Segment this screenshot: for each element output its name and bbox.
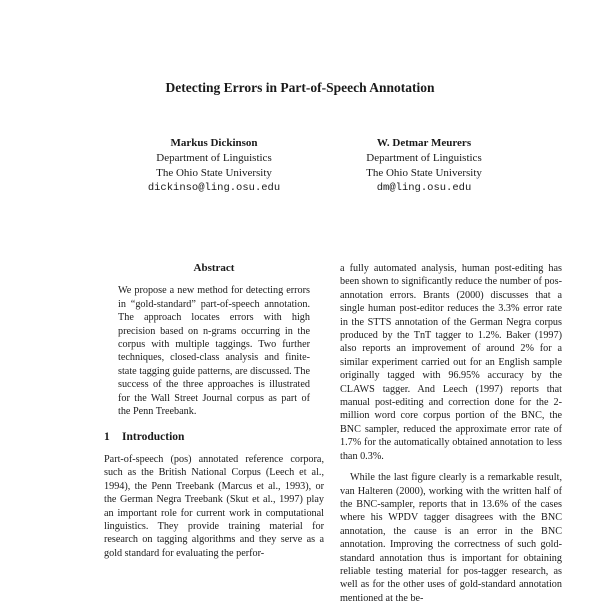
author-block-2 [314, 136, 534, 196]
body-paragraph: a fully automated analysis, human post-editing has been shown to significantly reduce the number of pos-annotation errors. Brants (2000) discusses that a single human post-editor reduces the 3.3% error rate in the STTS annotation of the German Negra corpus produced by the TnT tagger to 1.2%. Baker (1997) also reports an improvement of around 2% for a similar experiment carried out for an English sample originally tagged with 96.95% accuracy by the CLAWS tagger. And Leech (1997) reports that manual post-editing and correction done for the 2-million word core corpus portion of the BNC, the BNC sampler, reduced the approximate error rate of 1.7% for the automatically obtained annotation to less than 0.3%. [340, 263, 562, 462]
author-name: Markus Dickinson [170, 137, 258, 149]
author-department: Department of Linguistics [366, 152, 482, 164]
section-number: 1 [104, 431, 110, 444]
author-university: The Ohio State University [156, 167, 272, 179]
author-university: The Ohio State University [366, 167, 482, 179]
paragraph-gap [340, 463, 562, 471]
author-email: dickinso@ling.osu.edu [147, 182, 281, 194]
author-block-1 [104, 136, 324, 196]
left-column [104, 262, 324, 560]
introduction-text: Part-of-speech (pos) annotated reference corpora, such as the British National Corpus (Leech et al., 1994), the Penn Treebank (Marcus et al., 1993), or the German Negra Treebank (Skut et al., 1997) play an important role for current work in computational linguistics. They provide training material for research on tagging algorithms and they serve as a gold standard for evaluating the perfor- [104, 453, 324, 559]
paper-title: Detecting Errors in Part-of-Speech Annotation [165, 80, 435, 95]
abstract-text: We propose a new method for detecting errors in “gold-standard” part-of-speech annotation. The approach locates errors with high precision based on n-grams occurring in the corpus with multiple taggings. Two further techniques, closed-class analysis and finite-state tagging guide patterns, are discussed. The success of the three approaches is illustrated for the Wall Street Journal corpus as part of the Penn Treebank. [118, 285, 310, 418]
section-title: Introduction [122, 431, 185, 444]
author-email: dm@ling.osu.edu [376, 182, 472, 194]
section-heading [104, 431, 324, 444]
author-name: W. Detmar Meurers [376, 137, 472, 149]
right-column [340, 262, 562, 605]
body-paragraph: While the last figure clearly is a remarkable result, van Halteren (2000), working with the written half of the BNC-sampler, reports that in 13.6% of the cases where his WPDV tagger disagrees with the BNC annotation, the cause is an error in the BNC annotation. Improving the correctness of such gold-standard annotation thus is important for obtaining reliable testing material for pos-tagger research, as well as for the other uses of gold-standard annotation mentioned at the be- [340, 472, 562, 604]
author-department: Department of Linguistics [156, 152, 272, 164]
abstract-heading: Abstract [193, 262, 235, 274]
